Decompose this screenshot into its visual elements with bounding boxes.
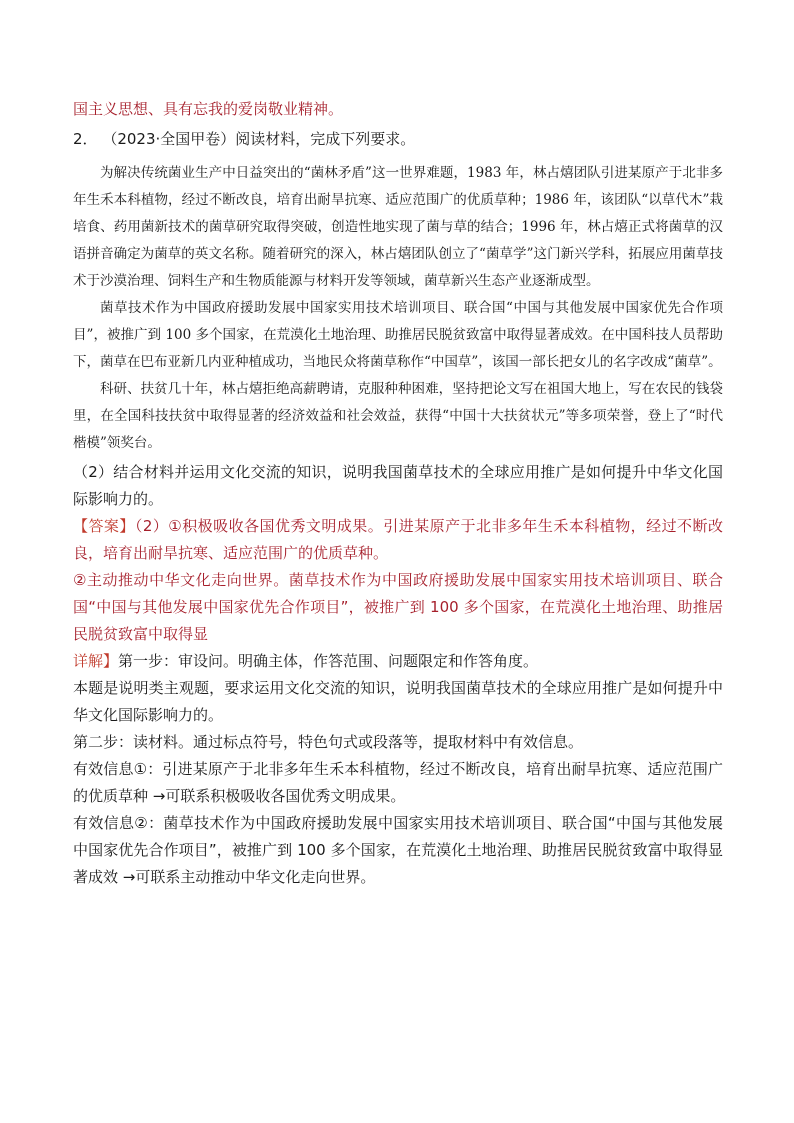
answer-point-2: ②主动推动中华文化走向世界。菌草技术作为中国政府援助发展中国家实用技术培训项目、联合国“中国与其他发展中国家优先合作项目”，被推广到 100 多个国家，在荒漠化土地治理、助推居民脱贫致富中取得显 bbox=[73, 571, 723, 643]
material-paragraph-3: 科研、扶贫几十年，林占熺拒绝高薪聘请，克服种种困难，坚持把论文写在祖国大地上，写在农民的钱袋里，在全国科技扶贫中取得显著的经济效益和社会效益，获得“中国十大扶贫状元”等多项荣誉，登上了“时代楷模”领奖台。 bbox=[73, 381, 723, 451]
analysis-step-1-text: 第一步：审设问。明确主体，作答范围、问题限定和作答角度。 bbox=[118, 652, 539, 670]
effective-info-1: 有效信息①：引进某原产于北非多年生禾本科植物，经过不断改良，培育出耐旱抗寒、适应范围广的优质草种 →可联系积极吸收各国优秀文明成果。 bbox=[73, 760, 723, 805]
sub-question: （2）结合材料并运用文化交流的知识，说明我国菌草技术的全球应用推广是如何提升中华文化国际影响力的。 bbox=[73, 463, 723, 508]
question-number: 2． bbox=[73, 130, 98, 148]
question-heading bbox=[73, 128, 723, 150]
question-source: （2023·全国甲卷）阅读材料，完成下列要求。 bbox=[102, 130, 416, 148]
analysis-step-1 bbox=[73, 648, 723, 675]
analysis-label: 详解】 bbox=[73, 652, 119, 670]
answer-line-1 bbox=[73, 513, 723, 567]
material-paragraph-2: 菌草技术作为中国政府援助发展中国家实用技术培训项目、联合国“中国与其他发展中国家优先合作项目”，被推广到 100 多个国家，在荒漠化土地治理、助推居民脱贫致富中取得显著成效。在中国科技人员帮助下，菌草在巴布亚新几内亚种植成功，当地民众将菌草称作“中国草”，该国一部长把女儿的名字改成“菌草”。 bbox=[73, 300, 723, 370]
effective-info-2: 有效信息②：菌草技术作为中国政府援助发展中国家实用技术培训项目、联合国“中国与其他发展中国家优先合作项目”，被推广到 100 多个国家，在荒漠化土地治理、助推居民脱贫致富中取得显著成效 →可联系主动推动中华文化走向世界。 bbox=[73, 814, 723, 886]
answer-label: 【答案】 bbox=[73, 517, 135, 535]
answer-point-1: （2）①积极吸收各国优秀文明成果。引进某原产于北非多年生禾本科植物，经过不断改良，培育出耐旱抗寒、适应范围广的优质草种。 bbox=[73, 517, 723, 562]
material-paragraph-1: 为解决传统菌业生产中日益突出的“菌林矛盾”这一世界难题，1983 年，林占熺团队引进某原产于北非多年生禾本科植物，经过不断改良，培育出耐旱抗寒、适应范围广的优质草种；1986 年，该团队“以草代木”栽培食、药用菌新技术的菌草研究取得突破，创造性地实现了菌与草的结合；1996 年，林占熺正式将菌草的汉语拼音确定为菌草的英文名称。随着研究的深入，林占熺团队创立了“菌草学”这门新兴学科，拓展应用菌草技术于沙漠治理、饲料生产和生物质能源与材料开发等领域，菌草新兴生态产业逐渐成型。 bbox=[73, 165, 723, 289]
analysis-step-2: 第二步：读材料。通过标点符号，特色句式或段落等，提取材料中有效信息。 bbox=[73, 733, 584, 751]
reading-material bbox=[73, 160, 723, 457]
document-page bbox=[73, 98, 723, 891]
previous-answer-tail: 国主义思想、具有忘我的爱岗敬业精神。 bbox=[73, 100, 344, 118]
analysis-paragraph: 本题是说明类主观题，要求运用文化交流的知识，说明我国菌草技术的全球应用推广是如何提升中华文化国际影响力的。 bbox=[73, 679, 723, 724]
